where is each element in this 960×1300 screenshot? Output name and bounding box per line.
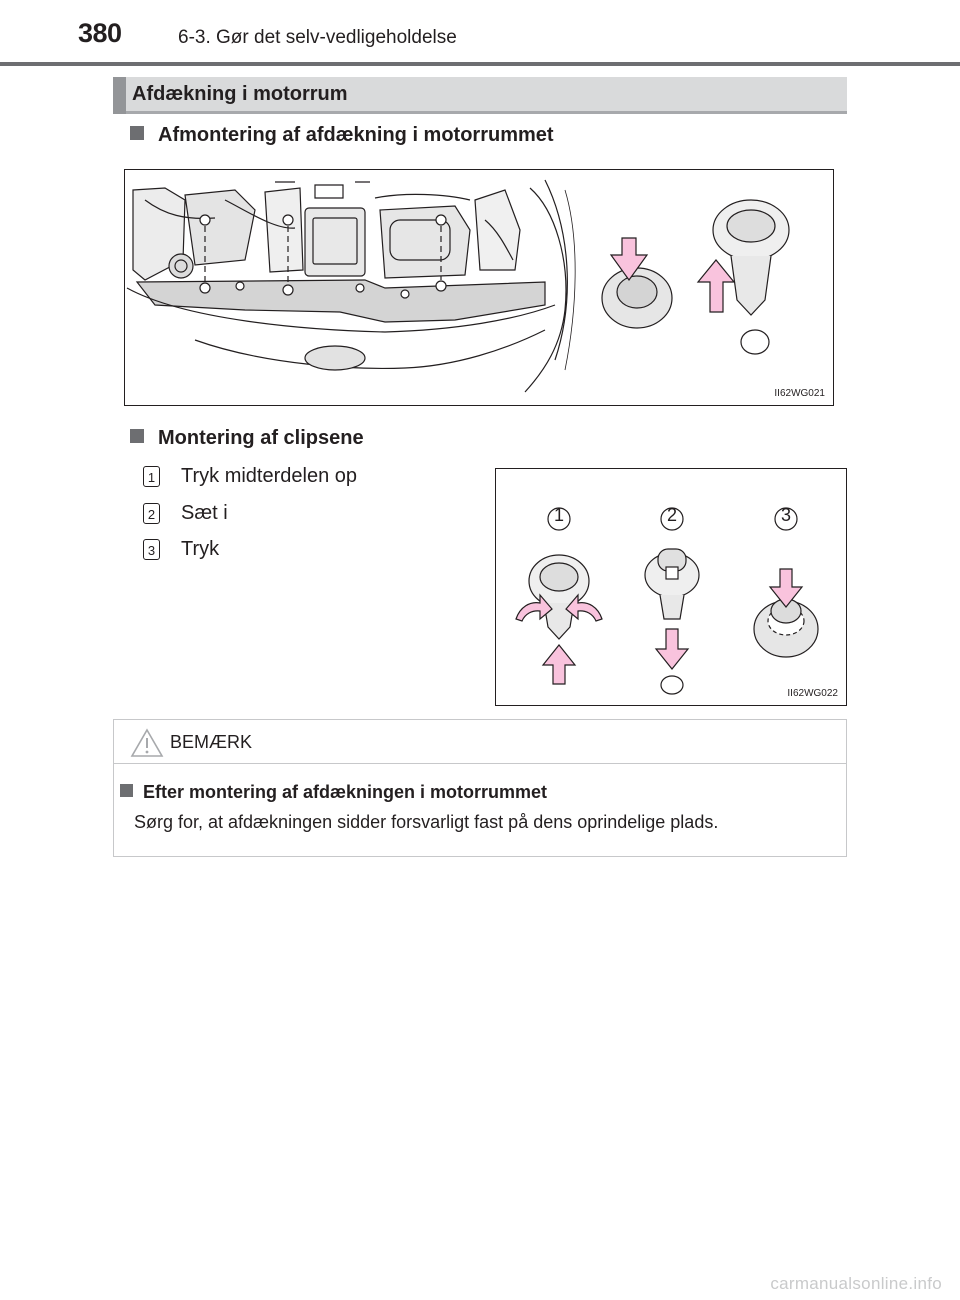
notice-label: BEMÆRK <box>170 732 253 752</box>
watermark: carmanualsonline.info <box>770 1274 942 1293</box>
mounting-heading <box>130 427 364 450</box>
chapter-heading: 6-3. Gør det selv-vedligeholdelse <box>178 27 457 48</box>
removal-heading <box>130 124 554 147</box>
section-title: Afdækning i motorrum <box>132 83 348 105</box>
removal-heading-text: Afmontering af afdækning i motorrummet <box>158 124 554 146</box>
header-divider <box>0 62 960 66</box>
step-text: Tryk midterdelen op <box>181 465 357 487</box>
engine-bay-figure <box>124 169 834 406</box>
step-number: 3 <box>143 539 160 560</box>
notice-box <box>113 719 847 857</box>
figure-code-removal: II62WG021 <box>774 388 825 399</box>
step-number: 2 <box>143 503 160 524</box>
figure-label: 3 <box>780 505 791 525</box>
mounting-heading-text: Montering af clipsene <box>158 427 364 449</box>
square-bullet-icon <box>120 784 133 797</box>
square-bullet-icon <box>130 429 144 443</box>
engine-bay-illustration <box>125 170 834 406</box>
step-text: Tryk <box>181 538 220 560</box>
figure-label: 1 <box>553 505 564 525</box>
notice-subheading-text: Efter montering af afdækningen i motorrummet <box>143 782 548 802</box>
step-number: 1 <box>143 466 160 487</box>
clip-steps-figure <box>495 468 847 706</box>
step-text: Sæt i <box>181 502 228 524</box>
square-bullet-icon <box>130 126 144 140</box>
notice-subheading <box>120 782 547 803</box>
warning-triangle-icon <box>130 728 164 758</box>
figure-code-mounting: II62WG022 <box>787 688 838 699</box>
notice-body: Sørg for, at afdækningen sidder forsvarligt fast på dens oprindelige plads. <box>134 812 719 832</box>
section-title-bar <box>113 77 847 114</box>
section-title-accent <box>113 77 126 114</box>
page-number: 380 <box>78 18 122 48</box>
notice-header <box>114 720 846 764</box>
figure-label: 2 <box>666 505 677 525</box>
